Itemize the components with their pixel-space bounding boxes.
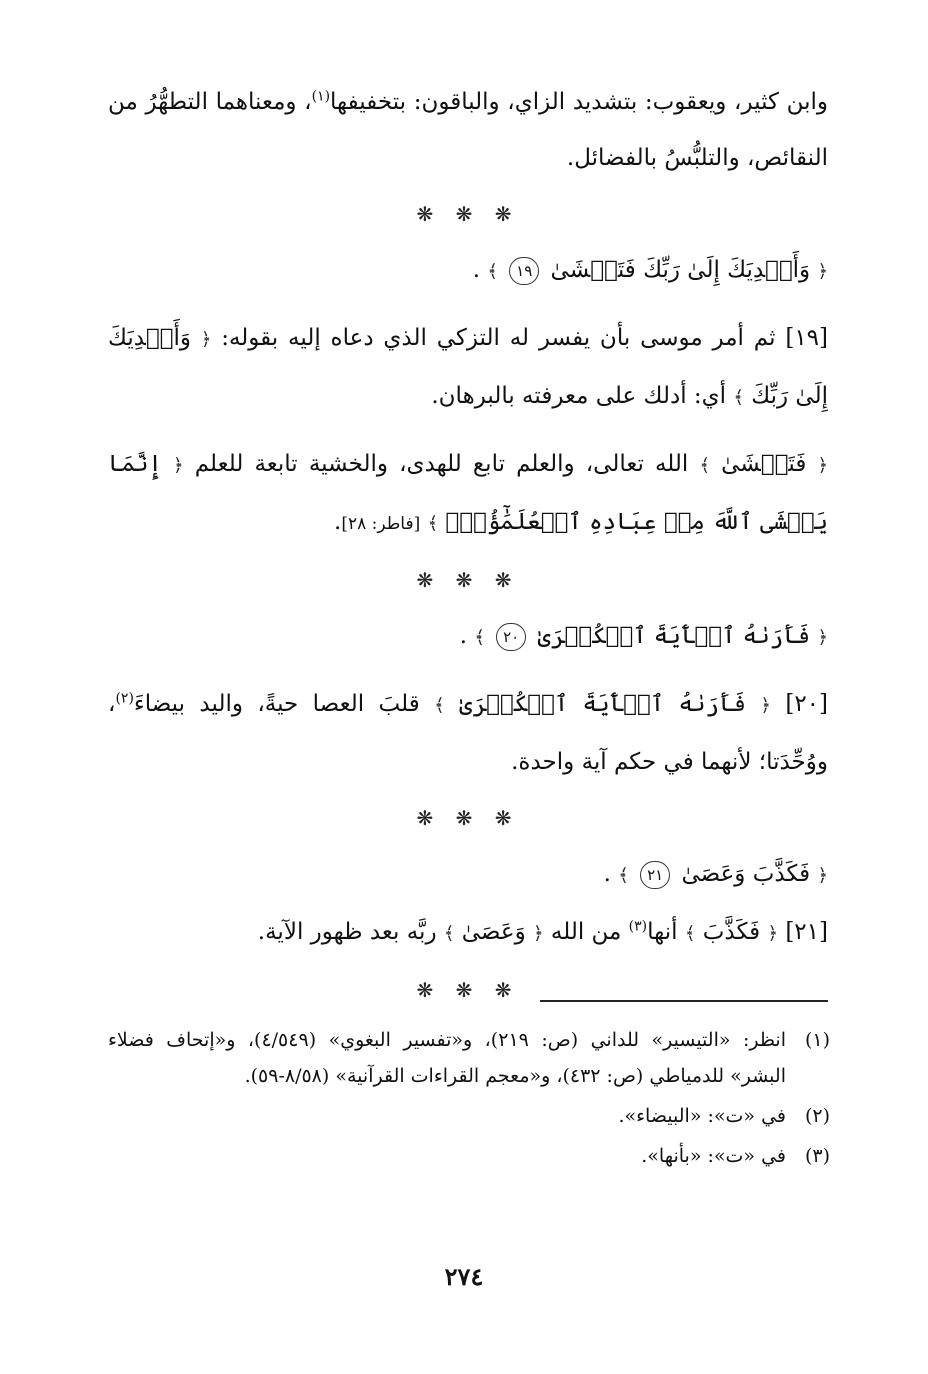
verse-label: [١٩] <box>785 325 829 351</box>
verse-text: فَكَذَّبَ وَعَصَىٰ <box>681 861 811 887</box>
ayah-number-badge: ١٩ <box>509 257 539 285</box>
ornate-bracket-close: ﴾ <box>684 923 696 944</box>
verse-21 <box>108 846 828 904</box>
text-span: ، ووُحِّدَتا؛ <box>108 691 828 775</box>
ayah-number-badge: ٢١ <box>640 861 670 889</box>
ornate-bracket-open: ﴿ <box>817 455 829 476</box>
main-text <box>108 74 828 1018</box>
quran-quote: وَعَصَىٰ <box>461 919 526 945</box>
ornate-bracket-close: ﴾ <box>443 923 455 944</box>
footnotes <box>108 1022 830 1178</box>
ornate-bracket-close: ﴾ <box>618 865 629 886</box>
ornate-bracket-open: ﴿ <box>173 455 184 476</box>
footnote-text: في «ت»: «بأنها». <box>641 1145 786 1167</box>
footnote-text: انظر: «التيسير» للداني (ص: ٢١٩)، و«تفسير البغوي» (٤/٥٤٩)، و«إتحاف فضلاء البشر» للدمياطي (ص: ٤٣٢)، و«معجم القراءات القرآنية» (٨/٥٨-٥٩). <box>108 1029 786 1087</box>
quran-quote: وَأَهۡدِيَكَ إِلَىٰ رَبِّكَ <box>108 325 828 409</box>
ornate-bracket-open: ﴿ <box>533 923 544 944</box>
text-span: من الله <box>550 919 622 945</box>
text-span: قلبَ العصا حيةً، واليد بيضاءَ <box>133 691 420 717</box>
ayah-number-badge: ٢٠ <box>496 623 526 651</box>
footnote-ref[interactable]: (٣) <box>628 918 648 935</box>
quran-quote: فَتَخۡشَىٰ <box>721 451 807 477</box>
ornate-bracket-close: ﴾ <box>699 455 710 476</box>
section-separator: ❋ ❋ ❋ <box>416 568 520 592</box>
footnote-number: (٣) <box>804 1145 830 1167</box>
surah-reference: [فاطر: ٢٨] <box>341 514 421 534</box>
ornate-bracket-close: ﴾ <box>474 627 485 648</box>
verse-text: فَأَرَىٰهُ ٱلۡأٓيَةَ ٱلۡكُبۡرَىٰ <box>537 623 811 649</box>
footnote-text: في «ت»: «البيضاء». <box>618 1105 786 1127</box>
ornate-bracket-open: ﴿ <box>760 695 771 716</box>
ornate-bracket-open: ﴿ <box>817 865 828 886</box>
ornate-bracket-open: ﴿ <box>817 261 828 282</box>
commentary-19 <box>108 310 828 426</box>
text-span: أنها <box>647 919 678 945</box>
text-span: لأنهما في حكم آية واحدة. <box>511 749 752 775</box>
text-span: ، ومعناهما <box>215 89 312 115</box>
verse-end: . <box>603 861 611 887</box>
ornate-bracket-open: ﴿ <box>817 627 828 648</box>
ornate-bracket-close: ﴾ <box>487 261 498 282</box>
text-span: وابن كثير، ويعقوب: بتشديد الزاي، والباقون: بتخفيفها <box>330 89 829 115</box>
commentary-21 <box>108 904 828 962</box>
footnote-item <box>108 1022 830 1094</box>
verse-label: [٢١] <box>785 919 828 945</box>
verse-20 <box>108 608 828 666</box>
text-span: ثم أمر موسى بأن يفسر له التزكي الذي دعاه إليه بقوله: <box>221 325 776 351</box>
footnote-divider <box>540 1000 828 1002</box>
page-number: ٢٧٤ <box>444 1262 484 1291</box>
footnote-ref[interactable]: (١) <box>311 88 331 105</box>
verse-19 <box>108 242 828 300</box>
footnote-ref[interactable]: (٢) <box>115 690 134 707</box>
quran-quote: فَأَرَىٰهُ ٱلۡأٓيَةَ ٱلۡكُبۡرَىٰ <box>459 691 746 717</box>
ornate-bracket-open: ﴿ <box>200 329 212 350</box>
text-span: أي: أدلك على معرفته بالبرهان. <box>431 383 727 409</box>
footnote-number: (١) <box>804 1029 830 1051</box>
ornate-bracket-open: ﴿ <box>767 923 778 944</box>
text-span: . <box>334 509 342 535</box>
quran-quote: فَكَذَّبَ <box>702 919 761 945</box>
paragraph-readings <box>108 74 828 186</box>
text-span: التطهُّرُ من النقائص، والتلبُّسُ بالفضائل. <box>108 89 828 171</box>
commentary-19b <box>108 436 828 552</box>
section-separator: ❋ ❋ ❋ <box>416 806 520 830</box>
section-separator: ❋ ❋ ❋ <box>416 202 520 226</box>
section-separator: ❋ ❋ ❋ <box>416 978 520 1002</box>
footnote-item <box>108 1098 830 1134</box>
commentary-20 <box>108 676 828 790</box>
quran-quote: إِنَّمَا يَخۡشَى ٱللَّهَ مِنۡ عِبَادِهِ ٱلۡعُلَمَٰٓؤُاْۗ <box>108 451 828 535</box>
text-span: ربَّه بعد ظهور الآية. <box>257 919 437 945</box>
verse-text: وَأَهۡدِيَكَ إِلَىٰ رَبِّكَ فَتَخۡشَىٰ <box>550 257 811 283</box>
footnote-number: (٢) <box>804 1105 830 1127</box>
ornate-bracket-close: ﴾ <box>427 513 439 534</box>
ornate-bracket-close: ﴾ <box>434 695 445 716</box>
text-span: الله تعالى، والعلم تابع للهدى، والخشية تابعة للعلم <box>194 451 689 477</box>
verse-end: . <box>459 623 468 649</box>
verse-label: [٢٠] <box>785 691 829 717</box>
ornate-bracket-close: ﴾ <box>733 387 744 408</box>
footnote-item <box>108 1138 830 1174</box>
verse-end: . <box>472 257 481 283</box>
